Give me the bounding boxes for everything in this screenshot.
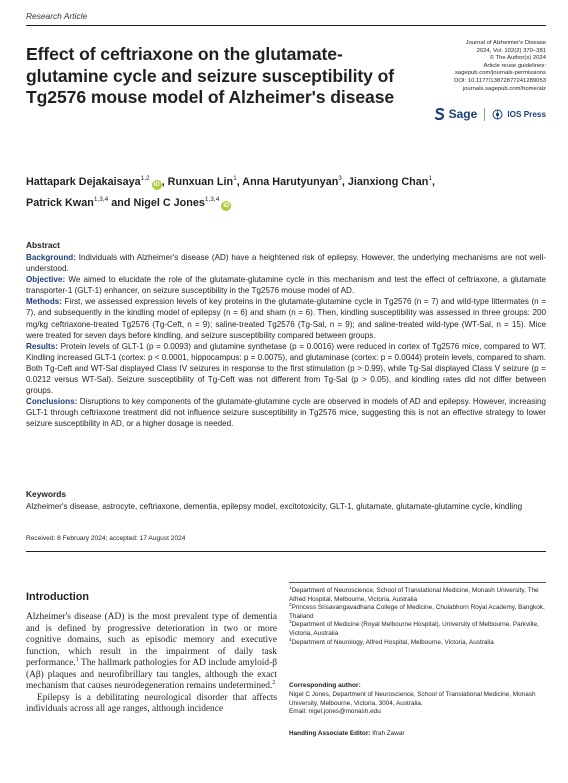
article-title: Effect of ceftriaxone on the glutamate-glutamine cycle and seizure susceptibility of Tg2576 mouse model of Alzheimer's disease [26, 44, 395, 107]
affiliation-item [289, 604, 546, 621]
intro-text: Alzheimer's disease (AD) is the most prevalent type of dementia and is defined by progressive deterioration in two or more cognitive domains, such as episodic memory and executive function, which result in the impairment of daily task performance. [26, 612, 277, 668]
abstract-background [26, 252, 546, 274]
abstract-label: Methods: [26, 297, 62, 307]
author-affiliation-sup: 1 [428, 175, 432, 182]
affiliation-number: 4 [289, 636, 292, 642]
intro-paragraph: Epilepsy is a debilitating neurological disorder that affects individuals across all age ranges, although incidence [26, 692, 277, 714]
corresponding-author-email[interactable]: Email: nigel.jones@monash.edu [289, 708, 381, 716]
author-separator: , [431, 176, 435, 188]
abstract-text: First, we assessed expression levels of key proteins in the glutamate-glutamine cycle in Tg2576 (n = 7) and wild-type littermates (n = 7), and subsequently in the kindling model of epilepsy (n = 6) and sham (n = 6). Then, kindling susceptibility was assessed in three groups: 200 mg/kg ceftriaxone-treated Tg2576 (Tg-Ceft, n = 9); saline-treated Tg2576 (Tg-Sal, n = 9); and saline-treated wild-type (WT-Sal, n = 15). Mice were treated for seven days before kindling, and seizure susceptibility compared between groups. [26, 297, 546, 340]
abstract-text: We aimed to elucidate the role of the glutamate-glutamine cycle in this mechanism and test the effect of ceftriaxone, a glutamate transporter-1 (GLT-1) enhancer, on seizure susceptibility in the Tg2576 mouse model of AD. [26, 275, 546, 296]
abstract-conclusions [26, 396, 546, 429]
journal-volume: 2024, Vol. 102(2) 370–381 [476, 47, 546, 54]
abstract-label: Background: [26, 253, 76, 262]
affiliation-item [289, 636, 546, 648]
author-name[interactable]: , Jianxiong Chan [341, 176, 429, 188]
abstract-methods [26, 296, 546, 340]
citation-link[interactable]: 2 [272, 680, 276, 686]
abstract-text: Individuals with Alzheimer's disease (AD) have a heightened risk of epilepsy. However, the underlying mechanisms are not well-understood. [26, 253, 546, 274]
orcid-icon[interactable]: iD [153, 182, 160, 188]
author-affiliation-sup: 1 [233, 175, 237, 182]
author-name[interactable]: , Anna Harutyunyan [236, 176, 339, 188]
ios-press-logo-icon [492, 109, 503, 120]
journal-info [396, 40, 546, 93]
author-affiliation-sup: 1,3,4 [204, 196, 220, 203]
keywords-list: Alzheimer's disease, astrocyte, ceftriaxone, dementia, epilepsy model, excitotoxicity, GLT-1, glutamate, glutamate-glutamine cycle, kindling [26, 502, 523, 511]
corresponding-author-details [289, 691, 546, 717]
handling-editor-label: Handling Associate Editor: [289, 730, 371, 737]
affiliation-item [289, 621, 546, 638]
copyright: © The Author(s) 2024 [489, 55, 546, 62]
author-name[interactable]: , Runxuan Lin [161, 176, 234, 188]
ios-press-logo-text: IOS Press [507, 109, 546, 119]
doi-link[interactable]: DOI: 10.1177/13872877241289053 [454, 77, 546, 84]
affiliation-text: Department of Neuroscience, School of Translational Medicine, Monash University, The Alfred Hospital, Melbourne, Victoria, Australia [289, 587, 539, 603]
affiliation-item [289, 587, 546, 604]
journal-homepage-link[interactable]: journals.sagepub.com/home/alz [462, 85, 546, 92]
affiliation-text: Department of Medicine (Royal Melbourne Hospital), University of Melbourne, Parkville, Victoria, Australia [289, 621, 539, 637]
handling-editor [289, 730, 405, 737]
abstract-text: Disruptions to key components of the glutamate-glutamine cycle are observed in models of AD and epilepsy. However, increasing GLT-1 through ceftriaxone treatment did not influence seizure susceptibility in Tg2576 mice, suggesting this is not an effective strategy to lower seizure susceptibility in AD, or a higher dosage is needed. [26, 397, 546, 429]
abstract-text: Protein levels of GLT-1 (p = 0.0093) and glutamine synthetase (p = 0.0016) were reduced in cortex of Tg2576 mice, compared to WT. Kindling increased GLT-1 (cortex: p < 0.0001, hippocampus: p = 0.0075), and glutaminase (cortex: p = 0.0044) protein levels, compared to sham. Both Tg-Ceft and WT-Sal displayed Class IV seizures in response to the first stimulation (p > 0.99), while Tg-Sal displayed Class V seizure (p = 0.0212 versus WT-Sal). Seizure susceptibility of Tg-Ceft was not different from Tg-Sal (p > 0.05), and kindling rates did not differ between groups. [26, 341, 546, 396]
abstract-objective [26, 274, 546, 296]
affiliation-number: 3 [289, 619, 292, 625]
author-name[interactable]: Patrick Kwan [26, 197, 94, 209]
reuse-label: Article reuse guidelines: [483, 62, 546, 69]
permissions-link[interactable]: sagepub.com/journals-permissions [454, 70, 546, 77]
author-affiliation-sup: 3 [338, 175, 342, 182]
header-rule [26, 25, 546, 26]
affiliations-rule [289, 582, 546, 583]
sage-logo-text: Sage [448, 107, 478, 121]
abstract-label: Conclusions: [26, 397, 78, 407]
author-name[interactable]: Hattapark Dejakaisaya [26, 176, 141, 188]
affiliations-list [289, 587, 546, 647]
section-rule [26, 551, 546, 552]
intro-text: The hallmark pathologies for AD include amyloid-β (Aβ) plaques and neurofibrillary tau tangles, although the exact mechanism that causes neurodegeneration remains undetermined. [26, 658, 277, 691]
introduction-body [26, 612, 277, 716]
affiliation-number: 1 [289, 585, 292, 590]
journal-name: Journal of Alzheimer's Disease [465, 40, 546, 46]
author-name[interactable]: and Nigel C Jones [108, 197, 205, 209]
affiliation-text: Princess Srisavangavadhana College of Medicine, Chulabhorn Royal Academy, Bangkok, Thailand [289, 604, 545, 620]
abstract-heading: Abstract [26, 240, 60, 250]
affiliation-text: Department of Neurology, Alfred Hospital, Melbourne, Victoria, Australia [291, 638, 494, 646]
corresponding-author-heading: Corresponding author: [289, 682, 361, 689]
author-affiliation-sup: 1,3,4 [93, 196, 109, 203]
received-accepted-dates: Received: 8 February 2024; accepted: 17 August 2024 [26, 535, 186, 542]
intro-paragraph [26, 612, 277, 693]
abstract-body [26, 252, 546, 430]
article-type-label: Research Article [26, 11, 88, 21]
introduction-heading: Introduction [26, 591, 89, 603]
author-list [26, 170, 546, 212]
abstract-label: Objective: [26, 275, 66, 285]
orcid-icon[interactable]: iD [223, 203, 230, 209]
handling-editor-name: Ifrah Zawar [370, 730, 405, 737]
keywords-heading: Keywords [26, 489, 67, 499]
publisher-logos [435, 107, 546, 121]
abstract-results [26, 341, 546, 396]
corresponding-author-address: Nigel C Jones, Department of Neuroscience, School of Translational Medicine, Monash University, Melbourne, Victoria, 3004, Australia. [289, 691, 536, 707]
logo-divider [484, 108, 485, 121]
affiliation-number: 2 [289, 602, 292, 608]
citation-link[interactable]: 1 [75, 657, 79, 663]
abstract-label: Results: [26, 341, 58, 351]
author-affiliation-sup: 1,2 [140, 175, 150, 182]
sage-logo-icon [435, 108, 445, 120]
